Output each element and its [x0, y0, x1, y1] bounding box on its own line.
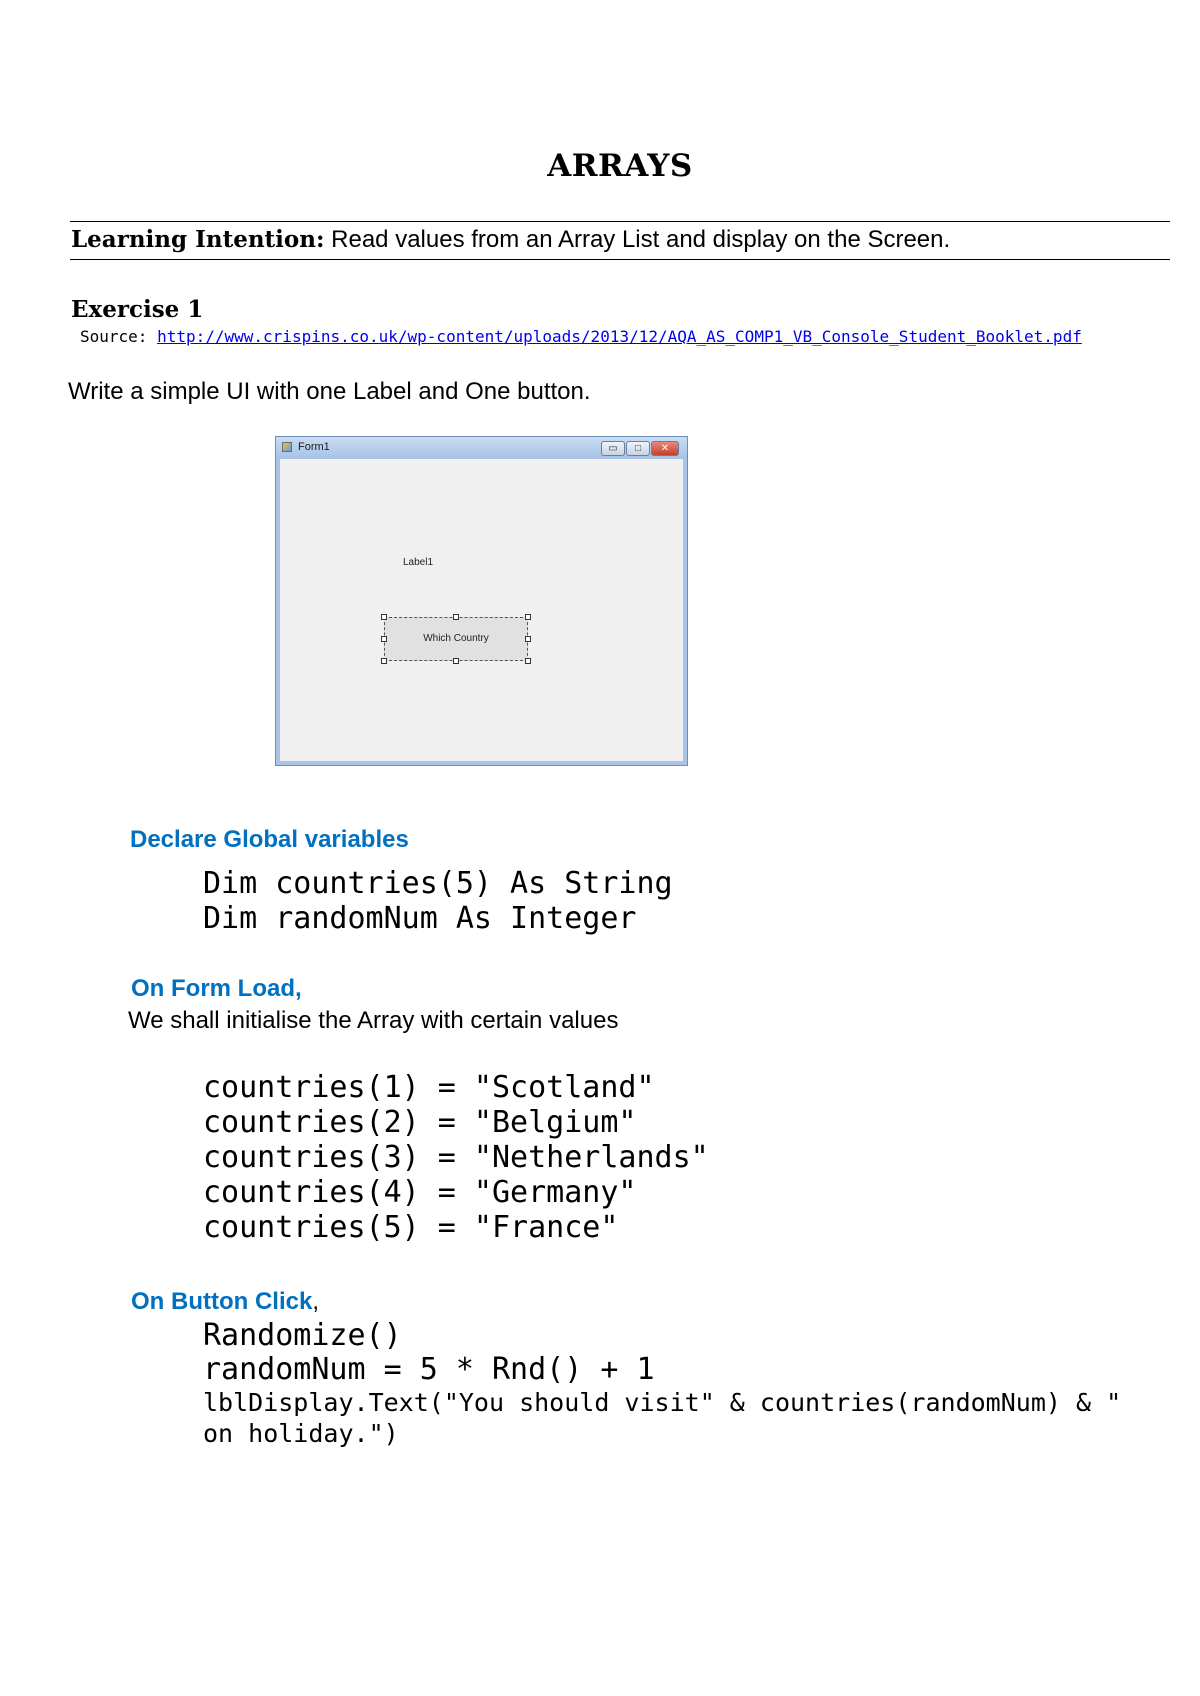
resize-handle[interactable]: [453, 614, 459, 620]
button-click-code-line: lblDisplay.Text("You should visit" & countries(randomNum) & ": [203, 1388, 1122, 1417]
source-link[interactable]: http://www.crispins.co.uk/wp-content/uploads/2013/12/AQA_AS_COMP1_VB_Console_Student_Booklet.pdf: [157, 327, 1082, 346]
button-click-code-line: randomNum = 5 * Rnd() + 1: [203, 1352, 655, 1387]
page-title: ARRAYS: [547, 148, 693, 184]
resize-handle[interactable]: [453, 658, 459, 664]
button-click-heading-comma: ,: [312, 1288, 319, 1315]
button-click-code-line: on holiday."): [203, 1419, 399, 1448]
globals-heading: Declare Global variables: [130, 826, 409, 853]
resize-handle[interactable]: [525, 614, 531, 620]
button-click-code-line: Randomize(): [203, 1318, 402, 1353]
resize-handle[interactable]: [525, 636, 531, 642]
form-load-code-line: countries(2) = "Belgium": [203, 1105, 637, 1140]
form-app-icon: [282, 442, 292, 452]
learning-intention: [71, 226, 950, 254]
bottom-rule: [70, 259, 1170, 260]
form-load-code-line: countries(3) = "Netherlands": [203, 1140, 709, 1175]
form-client-area: [280, 459, 683, 761]
form-load-code-line: countries(1) = "Scotland": [203, 1070, 655, 1105]
top-rule: [70, 221, 1170, 222]
source-label: Source:: [80, 327, 148, 346]
learning-intention-label: Learning Intention:: [71, 226, 325, 253]
minimize-icon[interactable]: ▭: [601, 441, 625, 456]
globals-code-line: Dim randomNum As Integer: [203, 901, 637, 936]
resize-handle[interactable]: [381, 614, 387, 620]
button-click-heading-text: On Button Click: [131, 1288, 313, 1315]
which-country-button[interactable]: Which Country: [384, 617, 528, 661]
source-line: [80, 327, 1082, 346]
form-load-description: We shall initialise the Array with certain values: [128, 1007, 619, 1034]
form-load-code-line: countries(5) = "France": [203, 1210, 619, 1245]
resize-handle[interactable]: [381, 636, 387, 642]
form-load-code-line: countries(4) = "Germany": [203, 1175, 637, 1210]
exercise-instruction: Write a simple UI with one Label and One button.: [68, 378, 591, 405]
form-load-heading: On Form Load,: [131, 975, 302, 1002]
form-label: Label1: [403, 557, 434, 568]
form-titlebar: [276, 437, 687, 459]
close-icon[interactable]: ✕: [651, 441, 679, 456]
learning-intention-text: Read values from an Array List and display on the Screen.: [331, 226, 951, 253]
maximize-icon[interactable]: □: [626, 441, 650, 456]
form-window-title: Form1: [298, 441, 330, 453]
button-click-heading: [131, 1288, 319, 1316]
resize-handle[interactable]: [381, 658, 387, 664]
resize-handle[interactable]: [525, 658, 531, 664]
exercise-title: Exercise 1: [71, 296, 204, 323]
form-mockup-window: [275, 436, 688, 766]
globals-code-line: Dim countries(5) As String: [203, 866, 673, 901]
